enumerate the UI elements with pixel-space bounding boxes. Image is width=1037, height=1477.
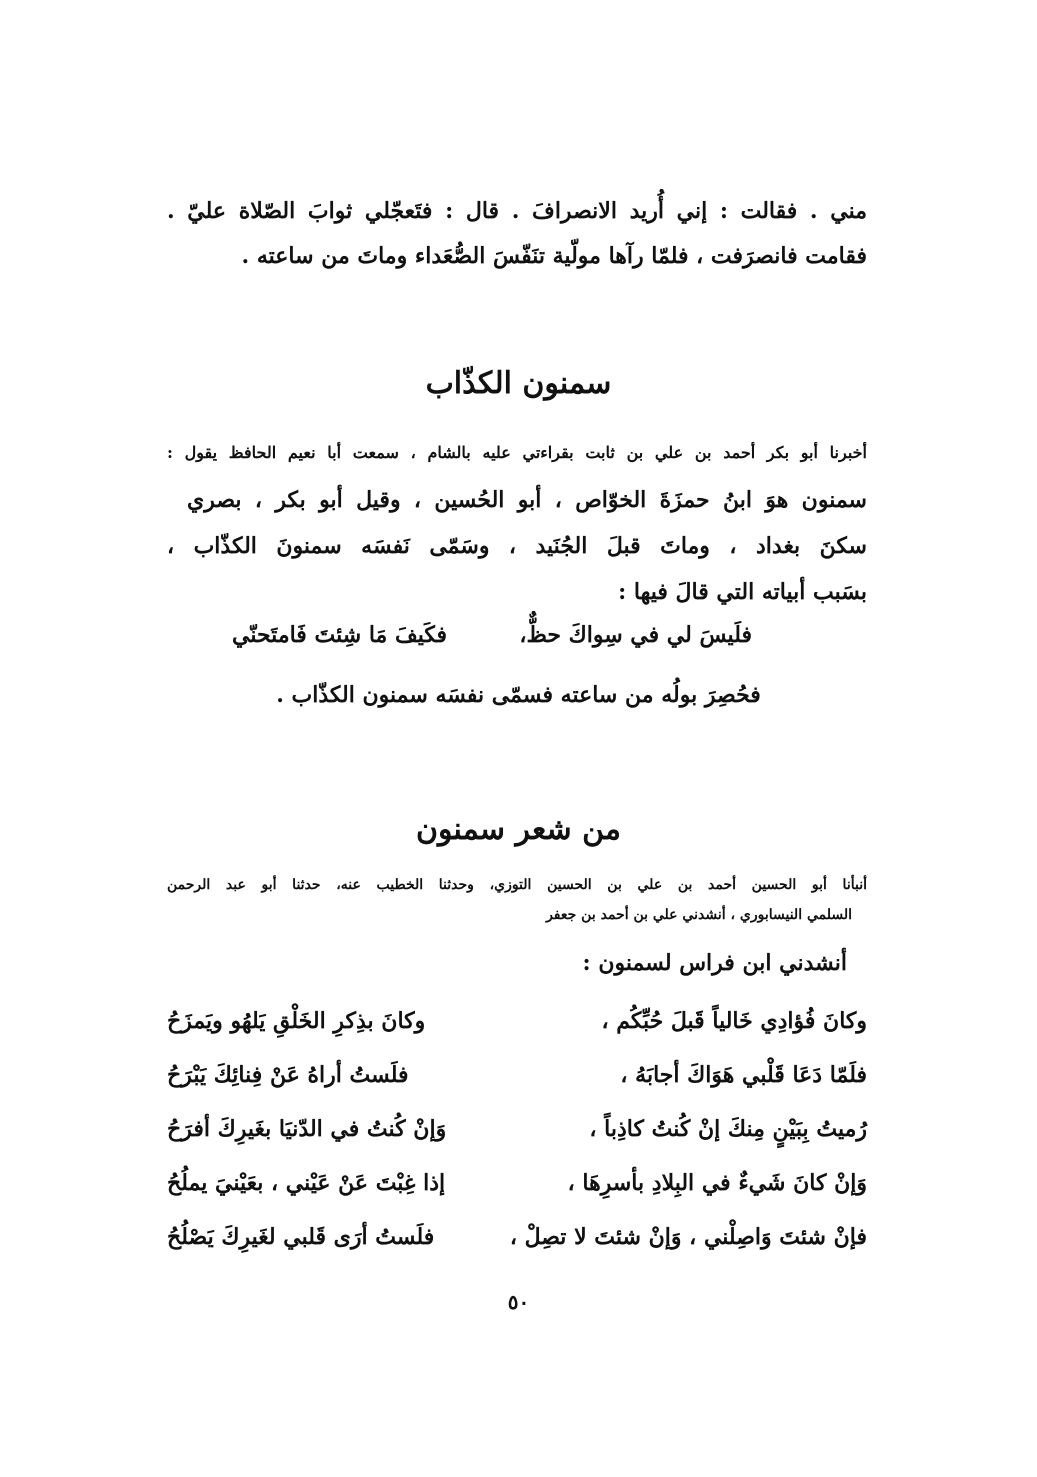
quoted-verse <box>232 622 752 662</box>
body-line-3: بسَبب أبياته التي قالَ فيها : <box>618 579 867 605</box>
body-line-2: سكنَ بغداد ، وماتَ قبلَ الجُنَيد ، وسَمّى نَفسَه سمنونَ الكذّاب ، <box>167 533 867 559</box>
isnad-chain: أخبرنا أبو بكر أحمد بن علي بن ثابت بقراءتي عليه بالشام ، سمعت أبا نعيم الحافظ يقول : <box>167 443 867 462</box>
section-title-samnun-poetry: من شعر سمنون <box>415 812 622 847</box>
page-number: ٥٠ <box>507 1290 530 1314</box>
poem-verse-3 <box>167 1116 867 1156</box>
verse-3-first: رُميتُ بِبَيْنٍ مِنكَ إنْ كُنتُ كاذِباً ، <box>589 1116 867 1142</box>
isnad-line-2: السلمي النيسابوري ، أنشدني علي بن أحمد بن جعفر <box>546 907 852 923</box>
section-title-samnun-liar: سمنون الكذّاب <box>425 366 612 401</box>
poem-verse-5 <box>167 1224 867 1264</box>
verse-1-first: وكانَ فُؤادِي خَالياً قَبلَ حُبِّكُم ، <box>601 1008 867 1034</box>
verse-first-hemistich: فلَيسَ لي في سِواكَ حظٌّ، <box>519 622 752 648</box>
poem-intro: أنشدني ابن فراس لسمنون : <box>582 950 847 976</box>
verse-2-first: فلَمّا دَعَا قَلْبي هَوَاكَ أجابَهُ ، <box>620 1062 867 1088</box>
verse-1-second: وكانَ بذِكرِ الخَلْقِ يَلهُو ويَمزَحُ <box>167 1008 426 1034</box>
verse-4-second: إذا غِبْتَ عَنْ عَيْني ، بعَيْنيَ يملُحُ <box>167 1170 446 1196</box>
closing-line: فحُصِرَ بولُه من ساعته فسمّى نفسَه سمنون الكذّاب . <box>276 682 761 708</box>
verse-2-second: فلَستُ أراهُ عَنْ فِنائِكَ يَبْرَحُ <box>167 1062 409 1088</box>
isnad-line-1: أنبأنا أبو الحسين أحمد بن علي بن الحسين التوزي، وحدثنا الخطيب عنه، حدثنا أبو عبد الرحمن <box>167 877 867 893</box>
verse-4-first: وَإنْ كانَ شَيءٌ في البِلادِ بأسرِهَا ، <box>567 1170 867 1196</box>
verse-3-second: وَإنْ كُنتُ في الدّنيَا بغَيرِكَ أفرَحُ <box>167 1116 447 1142</box>
intro-line-2: فقامت فانصرَفت ، فلمّا رآها مولّية تنَفّسَ الصُّعَداء وماتَ من ساعته . <box>241 243 867 269</box>
verse-5-first: فإنْ شئتَ وَاصِلْني ، وَإنْ شئتَ لا تصِلْ ، <box>509 1224 867 1250</box>
verse-5-second: فلَستُ أرَى قَلبي لغَيرِكَ يَصْلُحُ <box>167 1224 435 1250</box>
poem-verse-2 <box>167 1062 867 1102</box>
poem-verse-4 <box>167 1170 867 1210</box>
verse-second-hemistich: فكَيفَ مَا شِئتَ فَامتَحنّي <box>232 622 448 648</box>
poem-verse-1 <box>167 1008 867 1048</box>
intro-line-1: مني . فقالت : إني أُريد الانصرافَ . قال : فتَعجّلي ثوابَ الصّلاة عليّ . <box>167 198 867 224</box>
body-line-1: سمنون هوَ ابنُ حمزَةَ الخوّاص ، أبو الحُسين ، وقيل أبو بكر ، بصري <box>187 487 867 513</box>
